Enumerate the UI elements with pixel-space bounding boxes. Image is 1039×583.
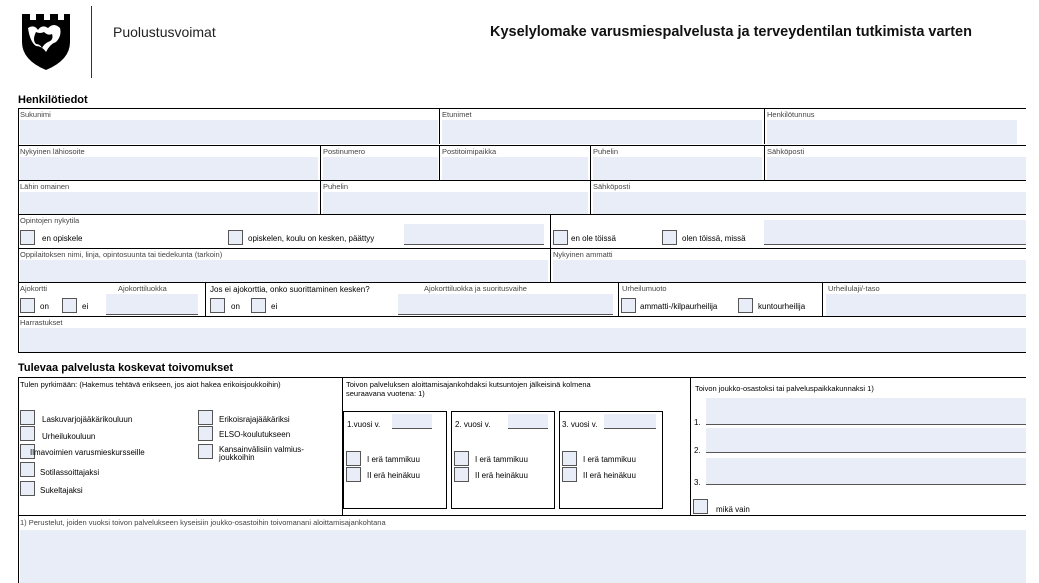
label-postinumero: Postinumero xyxy=(323,147,366,156)
label-vuosi3-era2: II erä heinäkuu xyxy=(583,471,636,480)
label-sahkoposti: Sähköposti xyxy=(767,147,805,156)
underline xyxy=(508,428,548,429)
label-kesken-on: on xyxy=(231,302,240,311)
underline xyxy=(706,424,1026,425)
label-opintojen-tila: Opintojen nykytila xyxy=(20,216,80,225)
label-pyrkimaan: Tulen pyrkimään: (Hakemus tehtävä erikseen, jos aiot hakea erikoisjoukkoihin) xyxy=(20,380,281,389)
label-olen-toissa: olen töissä, missä xyxy=(682,234,746,243)
label-ajokortti-on: on xyxy=(40,302,49,311)
divider xyxy=(590,145,591,180)
input-sukunimi[interactable] xyxy=(20,120,438,144)
input-perustelut[interactable] xyxy=(20,530,1026,583)
label-lahiosoite: Nykyinen lähiosoite xyxy=(20,147,85,156)
checkbox-kesken-ei[interactable] xyxy=(251,298,266,313)
divider xyxy=(320,180,321,214)
label-laskuvarjo: Laskuvarjojääkärikouluun xyxy=(42,415,133,424)
checkbox-erikoisraja[interactable] xyxy=(198,410,213,425)
label-ajokortti: Ajokortti xyxy=(20,284,48,293)
label-luokka-vaihe: Ajokorttiluokka ja suoritusvaihe xyxy=(424,284,527,293)
input-postitoimipaikka[interactable] xyxy=(442,157,588,180)
divider xyxy=(590,180,591,214)
label-elso: ELSO-koulutukseen xyxy=(219,430,291,439)
input-omainen-sahkoposti[interactable] xyxy=(593,192,1026,214)
input-joukko-1[interactable] xyxy=(706,398,1026,424)
underline xyxy=(764,244,1026,245)
label-mika-vain: mikä vain xyxy=(716,505,750,514)
label-urheilukoulu: Urheilukouluun xyxy=(42,432,96,441)
checkbox-en-ole-toissa[interactable] xyxy=(553,230,568,245)
label-vuosi2-era2: II erä heinäkuu xyxy=(475,471,528,480)
divider xyxy=(764,108,765,144)
divider xyxy=(18,214,1026,215)
form-title: Kyselylomake varusmiespalvelusta ja terveydentilan tutkimista varten xyxy=(490,24,972,40)
checkbox-ajokortti-on[interactable] xyxy=(20,298,35,313)
checkbox-en-opiskele[interactable] xyxy=(20,230,35,245)
underline xyxy=(398,314,613,315)
label-puhelin: Puhelin xyxy=(593,147,619,156)
underline xyxy=(392,428,432,429)
label-postitoimipaikka: Postitoimipaikka xyxy=(442,147,497,156)
input-etunimet[interactable] xyxy=(442,120,762,144)
label-kuntourheilija: kuntourheilija xyxy=(758,302,806,311)
input-lahin-omainen[interactable] xyxy=(20,192,318,214)
checkbox-urheilukoulu[interactable] xyxy=(20,426,35,441)
underline xyxy=(706,484,1026,485)
label-sukeltaja: Sukeltajaksi xyxy=(40,486,83,495)
label-en-opiskele: en opiskele xyxy=(42,234,83,243)
input-vuosi2[interactable] xyxy=(508,414,548,428)
label-erikoisraja: Erikoisrajajääkäriksi xyxy=(219,415,290,424)
input-omainen-puhelin[interactable] xyxy=(323,192,588,214)
checkbox-vuosi2-era1[interactable] xyxy=(454,451,469,466)
input-olen-toissa-missa[interactable] xyxy=(764,220,1026,244)
label-ammattiurheilija: ammatti-/kilpaurheilija xyxy=(640,302,718,311)
checkbox-sukeltaja[interactable] xyxy=(20,481,35,496)
label-vuosi1-era1: I erä tammikuu xyxy=(367,455,420,464)
label-lahin-omainen: Lähin omainen xyxy=(20,182,70,191)
label-joukko: Toivon joukko-osastoksi tai palveluspaikkakunnaksi 1) xyxy=(695,384,874,393)
label-vuosi1: 1.vuosi v. xyxy=(347,420,381,429)
checkbox-elso[interactable] xyxy=(198,426,213,441)
divider xyxy=(205,282,206,316)
divider xyxy=(690,377,691,515)
checkbox-kuntourheilija[interactable] xyxy=(738,298,753,313)
checkbox-vuosi3-era2[interactable] xyxy=(562,467,577,482)
label-sukunimi: Sukunimi xyxy=(20,110,51,119)
input-ajokorttiluokka[interactable] xyxy=(106,294,198,314)
checkbox-ajokortti-ei[interactable] xyxy=(62,298,77,313)
divider xyxy=(550,214,551,248)
label-urheilulaji: Urheilulaji/-taso xyxy=(828,284,880,293)
input-sahkoposti[interactable] xyxy=(767,157,1026,180)
input-lahiosoite[interactable] xyxy=(20,157,318,180)
label-henkilotunnus: Henkilötunnus xyxy=(767,110,815,119)
input-puhelin[interactable] xyxy=(593,157,762,180)
label-ilmavoimat: Ilmavoimien varusmieskursseille xyxy=(30,448,145,457)
input-henkilotunnus[interactable] xyxy=(767,120,1017,144)
wishes-section-title: Tulevaa palvelusta koskevat toivomukset xyxy=(18,362,233,374)
checkbox-ammattiurheilija[interactable] xyxy=(621,298,636,313)
checkbox-olen-toissa[interactable] xyxy=(662,230,677,245)
label-opiskelen: opiskelen, koulu on kesken, päättyy xyxy=(248,234,375,243)
divider xyxy=(18,316,1026,317)
input-oppilaitos[interactable] xyxy=(20,260,548,282)
input-vuosi1[interactable] xyxy=(392,414,432,428)
checkbox-mika-vain[interactable] xyxy=(693,499,708,514)
checkbox-vuosi1-era2[interactable] xyxy=(346,467,361,482)
divider xyxy=(18,180,1026,181)
divider xyxy=(18,515,1026,516)
divider xyxy=(439,108,440,144)
divider xyxy=(18,352,1026,353)
underline xyxy=(404,244,544,245)
label-omainen-puhelin: Puhelin xyxy=(323,182,349,191)
divider xyxy=(18,145,1026,146)
label-joukko-2: 2. xyxy=(694,446,701,455)
divider xyxy=(18,377,19,583)
label-vuosi2-era1: I erä tammikuu xyxy=(475,455,528,464)
label-kesken-question: Jos ei ajokorttia, onko suorittaminen kesken? xyxy=(210,285,370,294)
divider xyxy=(822,282,823,316)
input-harrastukset[interactable] xyxy=(20,328,1026,352)
label-vuosi1-era2: II erä heinäkuu xyxy=(367,471,420,480)
checkbox-kesken-on[interactable] xyxy=(210,298,225,313)
divider xyxy=(18,282,1026,283)
label-omainen-sahkoposti: Sähköposti xyxy=(593,182,631,191)
label-etunimet: Etunimet xyxy=(442,110,472,119)
org-name: Puolustusvoimat xyxy=(113,24,216,40)
divider xyxy=(320,145,321,180)
divider xyxy=(550,248,551,282)
checkbox-laskuvarjo[interactable] xyxy=(20,410,35,425)
divider xyxy=(18,377,1026,378)
label-en-ole-toissa: en ole töissä xyxy=(571,234,616,243)
label-harrastukset: Harrastukset xyxy=(20,318,63,327)
checkbox-vuosi1-era1[interactable] xyxy=(346,451,361,466)
header-divider xyxy=(91,6,92,78)
label-vuosi2: 2. vuosi v. xyxy=(455,420,491,429)
personal-top-border xyxy=(18,108,1026,109)
underline xyxy=(106,314,198,315)
label-oppilaitos: Oppilaitoksen nimi, linja, opintosuunta tai tiedekunta (tarkoin) xyxy=(20,250,223,259)
label-urheilumuoto: Urheilumuoto xyxy=(622,284,667,293)
underline xyxy=(604,428,656,429)
input-ammatti[interactable] xyxy=(553,260,1026,282)
label-vuosi3-era1: I erä tammikuu xyxy=(583,455,636,464)
checkbox-vuosi3-era1[interactable] xyxy=(562,451,577,466)
divider xyxy=(439,145,440,180)
input-postinumero[interactable] xyxy=(323,157,438,180)
checkbox-sotilassoittaja[interactable] xyxy=(20,462,35,477)
label-joukko-1: 1. xyxy=(694,418,701,427)
input-joukko-3[interactable] xyxy=(706,458,1026,484)
checkbox-opiskelen[interactable] xyxy=(228,230,243,245)
label-aloitus-1: Toivon palveluksen aloittamisajankohdaksi kutsuntojen jälkeisinä kolmena xyxy=(346,380,591,389)
input-paattyy[interactable] xyxy=(404,224,544,244)
input-vuosi3[interactable] xyxy=(604,414,656,428)
label-kansainvalinen-2: joukkoihin xyxy=(219,453,255,462)
checkbox-vuosi2-era2[interactable] xyxy=(454,467,469,482)
label-kesken-ei: ei xyxy=(271,302,278,311)
label-sotilassoittaja: Sotilassoittajaksi xyxy=(40,468,100,477)
input-urheilulaji[interactable] xyxy=(826,294,1026,316)
divider xyxy=(618,282,619,316)
label-aloitus-2: seuraavana vuotena: 1) xyxy=(346,389,425,398)
label-ajokortti-ei: ei xyxy=(82,302,89,311)
label-kansainvalinen-1: Kansainvälisiin valmius- xyxy=(219,445,304,454)
label-perustelut: 1) Perustelut, joiden vuoksi toivon palvelukseen kyseisiin joukko-osastoihin toivomanani aloittamisajankohtana xyxy=(20,518,386,527)
label-ammatti: Nykyinen ammatti xyxy=(553,250,613,259)
divider xyxy=(18,248,1026,249)
checkbox-kansainvalinen[interactable] xyxy=(198,444,213,459)
label-joukko-3: 3. xyxy=(694,478,701,487)
input-luokka-vaihe[interactable] xyxy=(398,294,613,314)
label-ajokorttiluokka: Ajokorttiluokka xyxy=(118,284,167,293)
label-vuosi3: 3. vuosi v. xyxy=(562,420,598,429)
input-joukko-2[interactable] xyxy=(706,428,1026,452)
personal-section-title: Henkilötiedot xyxy=(18,94,88,106)
divider xyxy=(764,145,765,180)
underline xyxy=(706,452,1026,453)
defence-forces-lion-logo xyxy=(18,10,74,72)
